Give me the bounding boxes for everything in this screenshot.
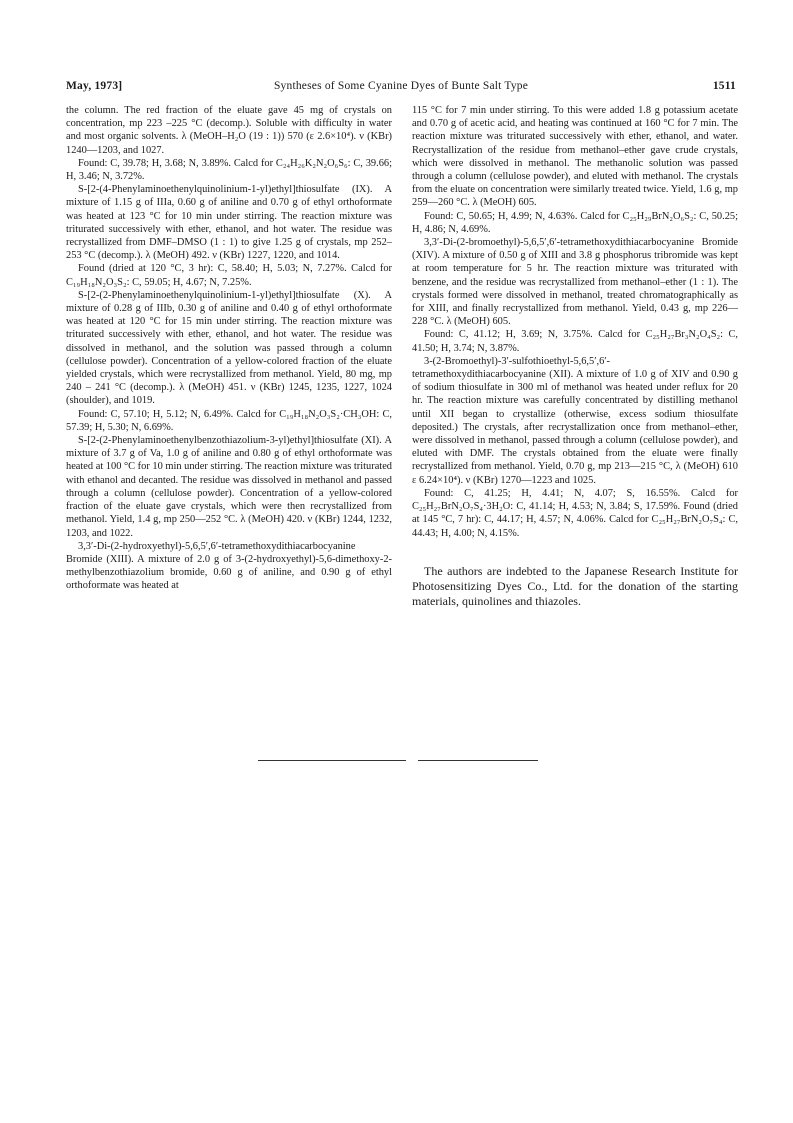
paragraph: 3-(2-Bromoethyl)-3′-sulfothioethyl-5,6,5′,6′-tetramethoxydithiacarbocyanine (XII). A mixture of 1.0 g of XIV and 0.90 g of sodium thiosulfate in 300 ml of methanol was heated under reflux for 20 hr. The reaction mixture was carefully concentrated by distilling methanol until XII began to crystallize (otherwise, excess sodium thiosulfate deposited.) The crystals, after recrystallization once from methanol–ether, were dissolved in methanol, passed through a column (cellulose powder), and eluted with DMF. The crystals obtained from the eluate were finally recrystallized from methanol. Yield, 0.70 g, mp 213—215 °C, λ (MeOH) 610 ε 6.24×10⁴). ν (KBr) 1270—1223 and 1025.: [412, 355, 738, 486]
paragraph: 115 °C for 7 min under stirring. To this were added 1.8 g potassium acetate and 0.70 g of acetic acid, and heating was continued at 160 °C for 7 min. The reaction mixture was triturated successively with ether, ethanol, and water. Recrystallization of the residue from methanol–ether gave crude crystals, which were dissolved in methanol. The methanolic solution was passed through a column (cellulose powder), and eluted with methanol. The crystals from the eluate on concentration were similarly treated twice. Yield, 1.6 g, mp 259—260 °C. λ (MeOH) 605.: [412, 105, 738, 209]
paragraph: the column. The red fraction of the eluate gave 45 mg of crystals on concentration, mp 223 –225 °C (decomp.). Soluble with difficulty in water and most organic solvents. λ (MeOH–H₂O (19 : 1)) 570 (ε 2.6×10⁴). ν (KBr) 1240—1203, and 1027.: [66, 105, 392, 156]
issue-date: May, 1973]: [66, 80, 123, 92]
divider-rule: [258, 760, 406, 761]
paragraph: Found: C, 41.25; H, 4.41; N, 4.07; S, 16.55%. Calcd for C₂₅H₂₇BrN₂O₇S₄·3H₂O: C, 41.14; H, 4.53; N, 3.84; S, 17.59%. Found (dried at 145 °C, 7 hr): C, 44.17; H, 4.57; N, 4.06%. Calcd for C₂₅H₂₇BrN₂O₇S₄: C, 44.43; H, 4.00; N, 4.15%.: [412, 487, 738, 539]
page-number: 1511: [712, 80, 736, 92]
acknowledgement: The authors are indebted to the Japanese Research Institute for Photosensitizing Dyes Co., Ltd. for the donation of the starting materials, quinolines and thiazoles.: [412, 563, 738, 608]
left-column: [66, 104, 392, 593]
paragraph: Found: C, 41.12; H, 3.69; N, 3.75%. Calcd for C₂₅H₂₇Br₃N₂O₄S₂: C, 41.50; H, 3.74; N, 3.87%.: [412, 329, 738, 354]
paragraph: S-[2-(2-Phenylaminoethenylquinolinium-1-yl)ethyl]thiosulfate (X). A mixture of 0.28 g of IIIb, 0.30 g of aniline and 0.40 g of ethyl orthoformate was heated at 120 °C for 15 min under stirring. The reaction mixture was triturated successively with ether, ethanol, and hot water. The residue was dissolved in methanol, and the solution was passed through a column (cellulose powder). Concentration of a yellow-colored fraction of the eluate yielded crystals, which were recrystallized from methanol. Yield, 80 mg, mp 240 – 241 °C (decomp.). λ (MeOH) 451. ν (KBr) 1245, 1235, 1227, 1024 (shoulder), and 1019.: [66, 289, 392, 407]
running-header: [66, 80, 736, 96]
divider-rule: [418, 760, 538, 761]
paragraph: Found: C, 50.65; H, 4.99; N, 4.63%. Calcd for C₂₅H₂₉BrN₂O₆S₂: C, 50.25; H, 4.86; N, 4.69%.: [412, 210, 738, 235]
paragraph: Found (dried at 120 °C, 3 hr): C, 58.40; H, 5.03; N, 7.27%. Calcd for C₁₉H₁₈N₂O₃S₂: C, 59.05; H, 4.67; N, 7.25%.: [66, 263, 392, 288]
paragraph: Found: C, 57.10; H, 5.12; N, 6.49%. Calcd for C₁₉H₁₈N₂O₃S₂·CH₃OH: C, 57.39; H, 5.30; N, 6.69%.: [66, 408, 392, 433]
paragraph: Found: C, 39.78; H, 3.68; N, 3.89%. Calcd for C₂₄H₂₆K₂N₂O₆S₆: C, 39.66; H, 3.46; N, 3.72%.: [66, 157, 392, 183]
running-title: Syntheses of Some Cyanine Dyes of Bunte Salt Type: [273, 80, 529, 92]
right-column: [412, 104, 738, 609]
paragraph: 3,3′-Di-(2-hydroxyethyl)-5,6,5′,6′-tetramethoxydithiacarbocyanine Bromide (XIII). A mixture of 2.0 g of 3-(2-hydroxyethyl)-5,6-dimethoxy-2-methylbenzothiazolium bromide, 0.60 g of aniline, and 0.90 g of ethyl orthoformate was heated at: [66, 540, 392, 592]
paragraph: S-[2-(2-Phenylaminoethenylbenzothiazolium-3-yl)ethyl]thiosulfate (XI). A mixture of 3.7 g of Va, 1.0 g of aniline and 0.80 g of ethyl orthoformate was heated at 100 °C for 10 min under stirring. The reaction mixture was triturated with ethanol and decanted. The residue was dissolved in methanol and passed through a column (cellulose powder). Concentration of a yellow-colored fraction of the eluate gave crystals, which were then recrystallized from methanol. Yield, 1.4 g, mp 250—252 °C. λ (MeOH) 420. ν (KBr) 1244, 1232, 1203, and 1022.: [66, 435, 392, 539]
paragraph: 3,3′-Di-(2-bromoethyl)-5,6,5′,6′-tetramethoxydithiacarbocyanine Bromide (XIV). A mixture of 0.50 g of XIII and 3.8 g phosphorus tribromide was kept at room temperature for 5 hr. The reaction mixture was triturated with benzene, and the residue was recrystallized from methanol–ether (1 : 1). The crystals formed were dissolved in methanol, treated chromatographically as for XIII, and finally recrystallized from methanol. Yield, 0.43 g, mp 226—228 °C. λ (MeOH) 605.: [412, 237, 738, 328]
paragraph: S-[2-(4-Phenylaminoethenylquinolinium-1-yl)ethyl]thiosulfate (IX). A mixture of 1.15 g of IIIa, 0.60 g of aniline and 0.70 g of ethyl orthoformate was heated at 123 °C for 10 min under stirring. The reaction mixture was triturated successively with ether, ethanol, and hot water. The residue was recrystallized from DMF–DMSO (1 : 1) to give 1.25 g of crystals, mp 252– 253 °C (decomp.). λ (MeOH) 492. ν (KBr) 1227, 1220, and 1014.: [66, 184, 392, 262]
